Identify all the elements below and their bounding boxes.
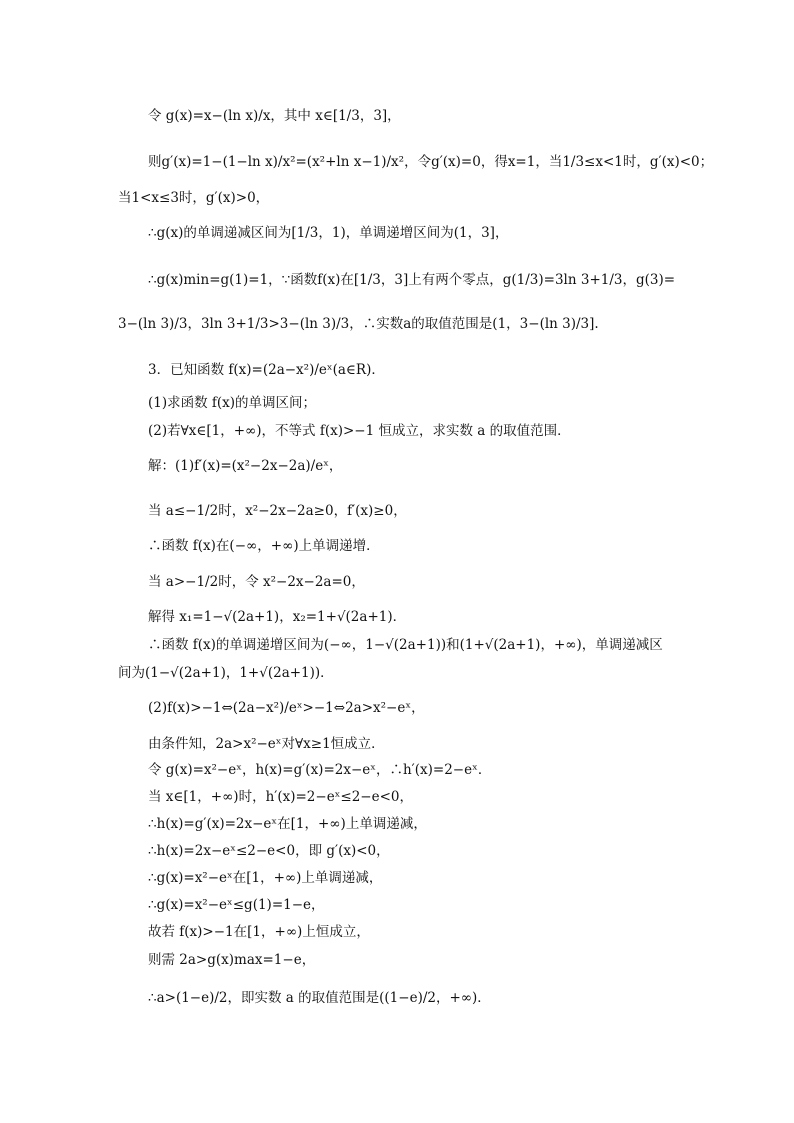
text-line: ∴g(x)的单调递减区间为[1/3，1)，单调递增区间为(1，3]， xyxy=(148,225,509,241)
text-line: 则g′(x)=1−(1−ln x)/x²=(x²+ln x−1)/x²，令g′(x)=0，得x=1，当1/3≤x<1时，g′(x)<0； xyxy=(148,154,714,170)
text-line: ∴h(x)=g′(x)=2x−eˣ在[1，+∞)上单调递减， xyxy=(148,816,427,832)
text-line: ∴g(x)=x²−eˣ在[1，+∞)上单调递减， xyxy=(148,870,383,886)
text-line: 3−(ln 3)/3，3ln 3+1/3>3−(ln 3)/3，∴实数a的取值范围是(1，3−(ln 3)/3]. xyxy=(118,316,599,332)
text-line: ∴g(x)min=g(1)=1，∵函数f(x)在[1/3，3]上有两个零点，g(1/3)=3ln 3+1/3，g(3)= xyxy=(148,272,676,288)
text-line: 解得 x₁=1−√(2a+1)，x₂=1+√(2a+1)． xyxy=(148,609,407,625)
text-line: 当 x∈[1，+∞)时，h′(x)=2−eˣ≤2−e<0， xyxy=(148,789,414,805)
text-line: 令 g(x)=x−(ln x)/x，其中 x∈[1/3，3]， xyxy=(148,108,401,124)
text-line: 当 a≤−1/2时，x²−2x−2a≥0，f′(x)≥0， xyxy=(148,503,407,519)
text-line: 由条件知，2a>x²−eˣ对∀x≥1恒成立． xyxy=(148,736,385,752)
text-line: 令 g(x)=x²−eˣ，h(x)=g′(x)=2x−eˣ，∴h′(x)=2−eˣ． xyxy=(148,762,492,778)
text-line: 间为(1−√(2a+1)，1+√(2a+1))． xyxy=(118,665,334,681)
text-line: 则需 2a>g(x)max=1−e， xyxy=(148,952,316,968)
text-line: 当 a>−1/2时，令 x²−2x−2a=0， xyxy=(148,574,365,590)
text-line: ∴函数 f(x)的单调递增区间为(−∞，1−√(2a+1))和(1+√(2a+1)，+∞)，单调递减区 xyxy=(148,637,663,653)
text-line: ∴a>(1−e)/2，即实数 a 的取值范围是((1−e)/2，+∞)． xyxy=(148,990,491,1006)
text-line: 当1<x≤3时，g′(x)>0， xyxy=(118,190,270,206)
text-line: (1)求函数 f(x)的单调区间； xyxy=(148,395,317,411)
text-line: (2)若∀x∈[1，+∞)，不等式 f(x)>−1 恒成立，求实数 a 的取值范围． xyxy=(148,423,571,439)
question-heading: 3．已知函数 f(x)=(2a−x²)/eˣ(a∈R)． xyxy=(148,362,385,378)
text-line: (2)f(x)>−1⇔(2a−x²)/eˣ>−1⇔2a>x²−eˣ， xyxy=(148,700,425,716)
text-line: ∴函数 f(x)在(−∞，+∞)上单调递增． xyxy=(148,538,380,554)
text-line: ∴h(x)=2x−eˣ≤2−e<0，即 g′(x)<0， xyxy=(148,843,390,859)
text-line: 故若 f(x)>−1在[1，+∞)上恒成立， xyxy=(148,924,370,940)
text-line: 解：(1)f′(x)=(x²−2x−2a)/eˣ， xyxy=(148,458,343,474)
text-line: ∴g(x)=x²−eˣ≤g(1)=1−e， xyxy=(148,897,325,913)
